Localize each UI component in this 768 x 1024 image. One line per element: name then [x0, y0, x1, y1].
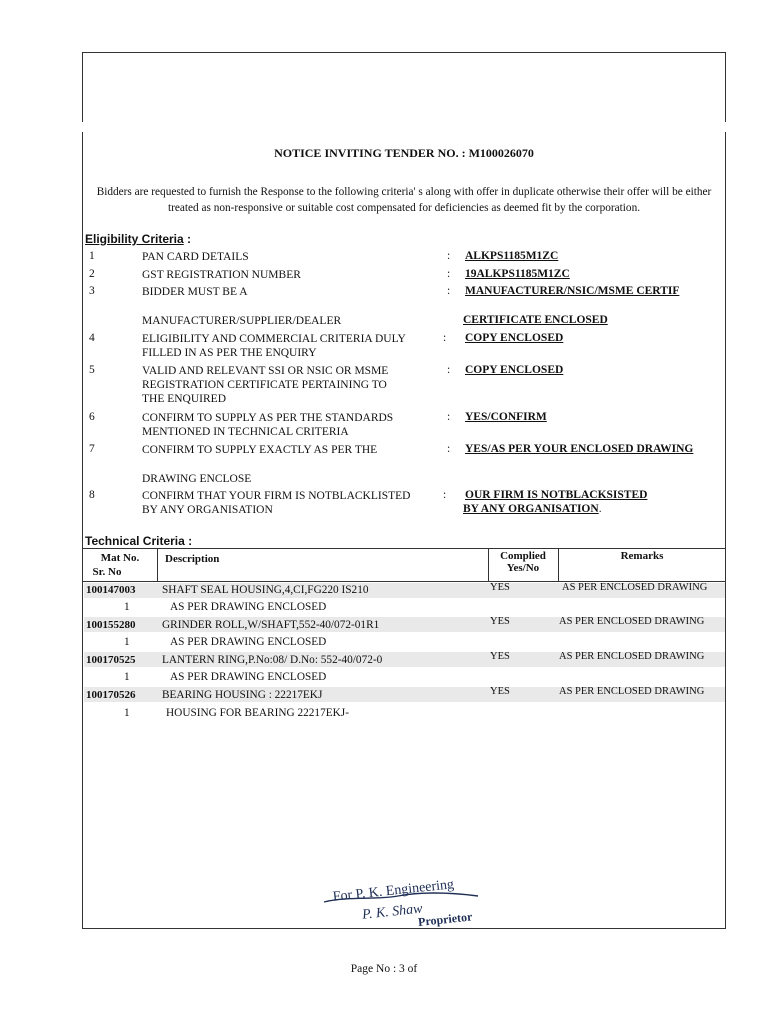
criteria-colon: : — [443, 489, 447, 501]
criteria-value: COPY ENCLOSED — [465, 332, 564, 344]
intro-paragraph: Bidders are requested to furnish the Response to the following criteria' s along with offer in duplicate otherwise their offer will be either treated as non-responsive or suitable cost compensated for deficiencies as deemed fit by the corporation. — [96, 186, 712, 214]
criteria-text: PAN CARD DETAILS — [142, 251, 249, 263]
technical-heading: Technical Criteria : — [85, 534, 193, 548]
criteria-text: GST REGISTRATION NUMBER — [142, 269, 301, 281]
col-header-complied: Complied — [500, 550, 546, 562]
mat-no: 100170525 — [86, 654, 136, 666]
criteria-text-continued: DRAWING ENCLOSE — [142, 473, 252, 485]
signature-stamp — [318, 866, 493, 930]
criteria-text: ELIGIBILITY AND COMMERCIAL CRITERIA DULY — [142, 333, 406, 345]
col-header-mat-no: Mat No. — [100, 552, 140, 564]
item-sub-description: AS PER DRAWING ENCLOSED — [170, 636, 327, 648]
criteria-value: OUR FIRM IS NOTBLACKSISTED — [465, 489, 648, 501]
criteria-text: VALID AND RELEVANT SSI OR NSIC OR MSME — [142, 365, 389, 377]
remarks-value: AS PER ENCLOSED DRAWING — [559, 686, 705, 697]
item-description: SHAFT SEAL HOUSING,4,CI,FG220 IS210 — [162, 584, 369, 596]
criteria-text-line2: FILLED IN AS PER THE ENQUIRY — [142, 347, 317, 359]
complied-value: YES — [490, 686, 510, 697]
criteria-number: 5 — [89, 364, 95, 376]
signature-line1: For P. K. Engineering — [332, 877, 455, 905]
col-header-description: Description — [165, 553, 220, 565]
mat-no: 100170526 — [86, 689, 136, 701]
criteria-text: BIDDER MUST BE A — [142, 286, 248, 298]
criteria-value-line2: BY ANY ORGANISATION. — [463, 503, 602, 515]
remarks-value: AS PER ENCLOSED DRAWING — [562, 582, 708, 593]
criteria-colon: : — [447, 285, 451, 297]
criteria-value: YES/CONFIRM — [465, 411, 547, 423]
signature-name: P. K. Shaw — [361, 901, 424, 923]
item-sub-description: AS PER DRAWING ENCLOSED — [170, 671, 327, 683]
item-description: BEARING HOUSING : 22217EKJ — [162, 689, 323, 701]
criteria-number: 4 — [89, 332, 95, 344]
criteria-text-continued: MANUFACTURER/SUPPLIER/DEALER — [142, 315, 342, 327]
criteria-number: 8 — [89, 489, 95, 501]
criteria-colon: : — [447, 250, 451, 262]
criteria-text-line2: BY ANY ORGANISATION — [142, 504, 273, 516]
col-header-sr-no: Sr. No — [92, 566, 122, 578]
item-sub-description: HOUSING FOR BEARING 22217EKJ- — [166, 707, 349, 719]
item-description: GRINDER ROLL,W/SHAFT,552-40/072-01R1 — [162, 619, 380, 631]
criteria-text-line3: THE ENQUIRED — [142, 393, 226, 405]
col-header-remarks: Remarks — [620, 550, 664, 562]
criteria-value: 19ALKPS1185M1ZC — [465, 268, 570, 280]
criteria-number: 1 — [89, 250, 95, 262]
criteria-text-line2: REGISTRATION CERTIFICATE PERTAINING TO — [142, 379, 387, 391]
remarks-value: AS PER ENCLOSED DRAWING — [559, 651, 705, 662]
criteria-colon: : — [447, 411, 451, 423]
criteria-colon: : — [447, 268, 451, 280]
criteria-value: YES/AS PER YOUR ENCLOSED DRAWING — [465, 443, 694, 455]
table-col-divider — [157, 548, 158, 581]
complied-value: YES — [490, 582, 510, 593]
criteria-value: MANUFACTURER/NSIC/MSME CERTIF — [465, 285, 680, 297]
col-header-complied-sub: Yes/No — [506, 562, 540, 574]
criteria-value: COPY ENCLOSED — [465, 364, 564, 376]
tender-title: NOTICE INVITING TENDER NO. : M100026070 — [274, 146, 534, 160]
item-description: LANTERN RING,P.No:08/ D.No: 552-40/072-0 — [162, 654, 383, 666]
criteria-text: CONFIRM THAT YOUR FIRM IS NOTBLACKLISTED — [142, 490, 411, 502]
sr-no: 1 — [124, 636, 130, 648]
mat-no: 100147003 — [86, 584, 136, 596]
criteria-text-line2: MENTIONED IN TECHNICAL CRITERIA — [142, 426, 349, 438]
signature-line2: Proprietor — [417, 909, 473, 930]
criteria-colon: : — [447, 443, 451, 455]
criteria-number: 7 — [89, 443, 95, 455]
criteria-colon: : — [443, 332, 447, 344]
criteria-colon: : — [447, 364, 451, 376]
sr-no: 1 — [124, 601, 130, 613]
complied-value: YES — [490, 651, 510, 662]
mat-no: 100155280 — [86, 619, 136, 631]
complied-value: YES — [490, 616, 510, 627]
page-number: Page No : 3 of — [350, 963, 418, 975]
remarks-value: AS PER ENCLOSED DRAWING — [559, 616, 705, 627]
criteria-text: CONFIRM TO SUPPLY AS PER THE STANDARDS — [142, 412, 394, 424]
criteria-number: 3 — [89, 285, 95, 297]
criteria-text: CONFIRM TO SUPPLY EXACTLY AS PER THE — [142, 444, 378, 456]
criteria-number: 2 — [89, 268, 95, 280]
criteria-number: 6 — [89, 411, 95, 423]
criteria-value: ALKPS1185M1ZC — [465, 250, 559, 262]
table-top-border — [82, 548, 726, 549]
sr-no: 1 — [124, 707, 130, 719]
criteria-value-continued: CERTIFICATE ENCLOSED — [463, 314, 608, 326]
item-sub-description: AS PER DRAWING ENCLOSED — [170, 601, 327, 613]
sr-no: 1 — [124, 671, 130, 683]
eligibility-heading: Eligibility Criteria : — [85, 232, 192, 246]
